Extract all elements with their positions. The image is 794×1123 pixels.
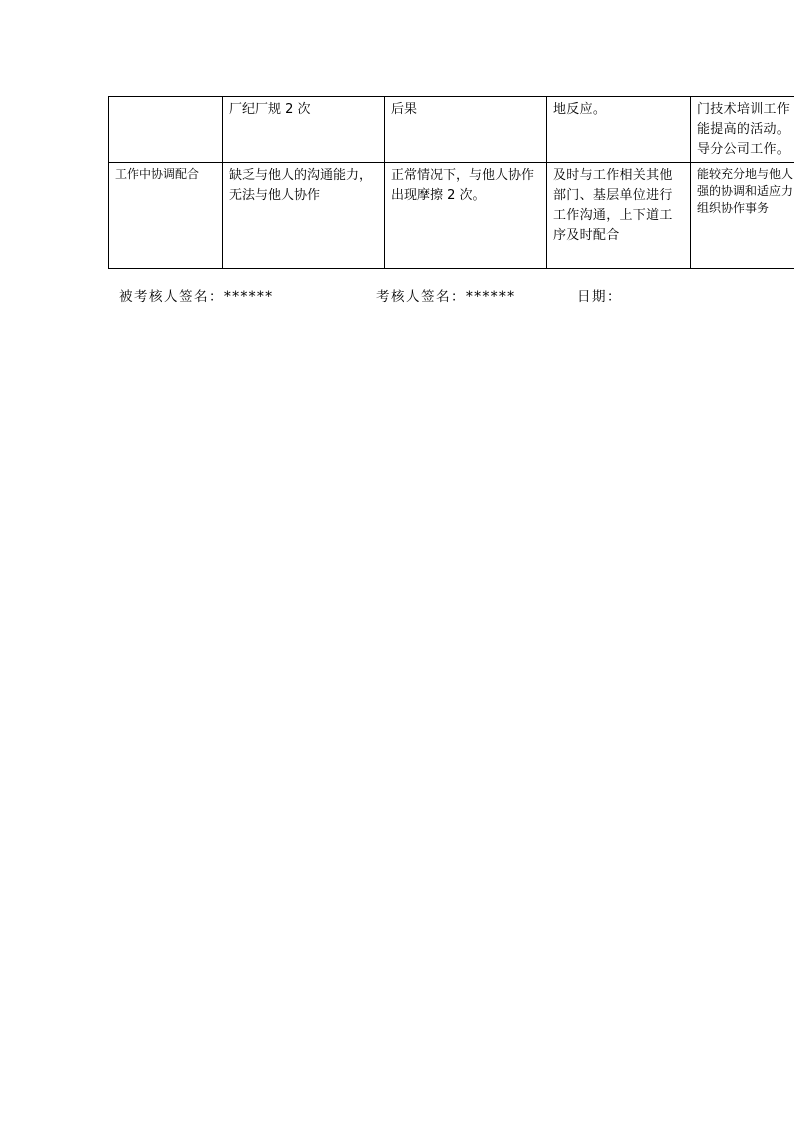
level-good-cell: 及时与工作相关其他部门、基层单位进行工作沟通，上下道工序及时配合 xyxy=(547,163,691,269)
level-excellent-cell: 门技术培训工作 能提高的活动。 导分公司工作。 xyxy=(691,97,794,163)
level-poor-cell: 缺乏与他人的沟通能力，无法与他人协作 xyxy=(223,163,385,269)
examinee-signature: 被考核人签名：****** xyxy=(119,289,274,305)
table-row xyxy=(109,163,794,269)
level-poor-cell: 厂纪厂规 2 次 xyxy=(223,97,385,163)
date-label: 日期： xyxy=(577,289,622,305)
table-row xyxy=(109,97,794,163)
level-excellent-cell: 能较充分地与他人 强的协调和适应力 组织协作事务 xyxy=(691,163,794,269)
evaluation-table xyxy=(108,96,794,269)
criterion-cell xyxy=(109,97,223,163)
level-good-cell: 地反应。 xyxy=(547,97,691,163)
criterion-cell: 工作中协调配合 xyxy=(109,163,223,269)
level-fair-cell: 正常情况下，与他人协作出现摩擦 2 次。 xyxy=(385,163,547,269)
examiner-signature: 考核人签名：****** xyxy=(376,289,516,305)
level-fair-cell: 后果 xyxy=(385,97,547,163)
